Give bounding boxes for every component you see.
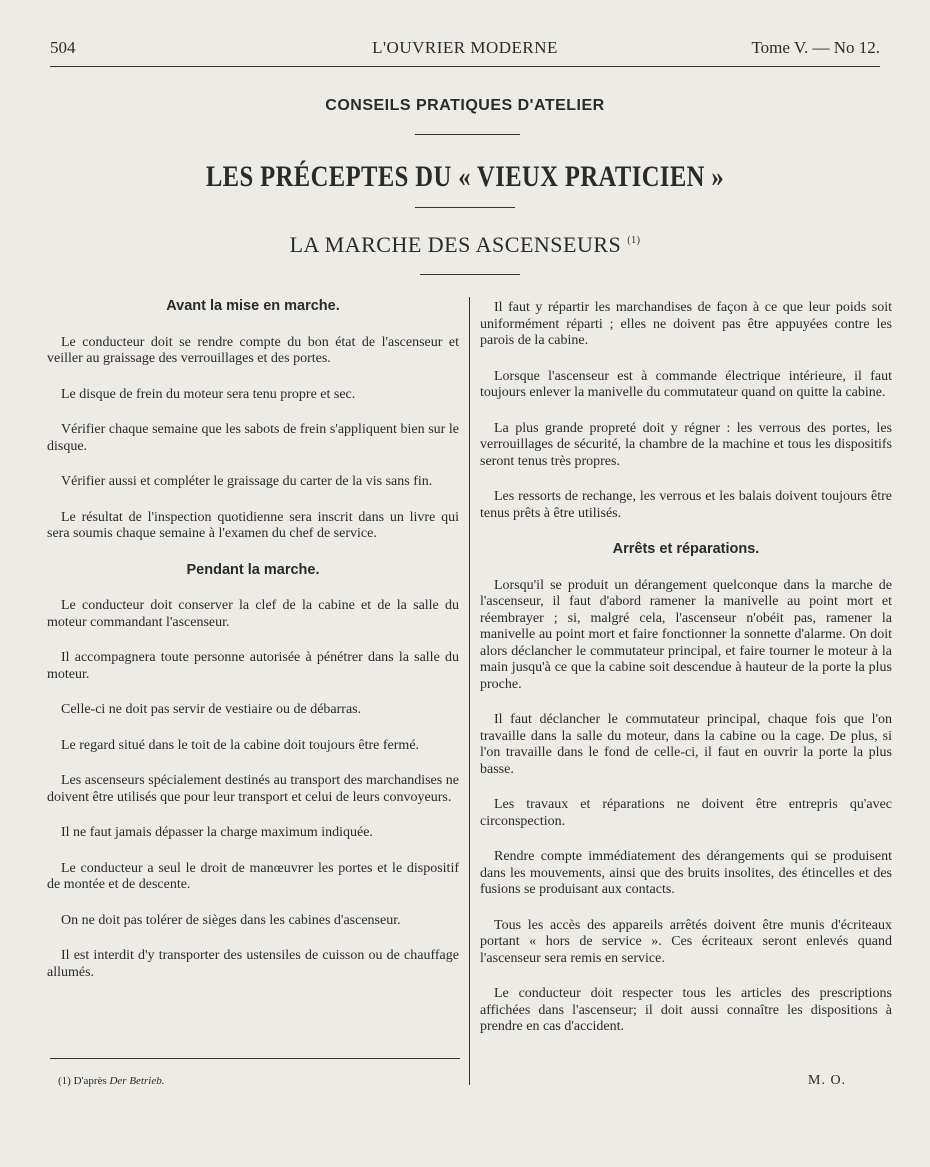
paragraph: Les ressorts de rechange, les verrous et les balais doivent toujours être tenus prêts à être utilisés. bbox=[480, 489, 892, 521]
subsection-heading: Avant la mise en marche. bbox=[166, 298, 340, 314]
paragraph: Le disque de frein du moteur sera tenu propre et sec. bbox=[61, 386, 356, 402]
header-rule bbox=[50, 66, 880, 67]
left-column bbox=[47, 298, 459, 1000]
footnote bbox=[58, 1075, 164, 1087]
divider-rule bbox=[415, 207, 515, 208]
paragraph: Lorsqu'il se produit un dérangement quelconque dans la marche de l'ascenseur, il faut d'abord ramener la manivelle au point mort et réembrayer ; si, malgré cela, l'ascenseur n'obéit pas, ramener la manivelle au point mort et faire fonctionner la sonnette d'alarme. On doit alors déclancher le commutateur principal, et faire tourner le moteur à la main jusqu'à ce que la cabine soit descendue à hauteur de la porte la plus proche. bbox=[480, 577, 892, 692]
footnote-rule bbox=[50, 1058, 460, 1059]
issue-info: Tome V. — No 12. bbox=[751, 38, 880, 57]
paragraph: Celle-ci ne doit pas servir de vestiaire ou de débarras. bbox=[61, 702, 362, 717]
paragraph: Rendre compte immédiatement des dérangements qui se produisent dans les mouvements, ainsi que des bruits insolites, des étincelles et des fusions se produisant aux contacts. bbox=[480, 849, 892, 897]
paragraph: Le conducteur a seul le droit de manœuvrer les portes et le dispositif de montée et de descente. bbox=[47, 860, 459, 892]
paragraph: Il ne faut jamais dépasser la charge maximum indiquée. bbox=[61, 825, 373, 840]
paragraph: Vérifier aussi et compléter le graissage du carter de la vis sans fin. bbox=[61, 474, 433, 489]
paragraph: On ne doit pas tolérer de sièges dans les cabines d'ascenseur. bbox=[61, 912, 401, 928]
paragraph: Le conducteur doit conserver la clef de la cabine et de la salle du moteur commandant l'ascenseur. bbox=[47, 598, 459, 630]
footnote-ref: (1) bbox=[627, 235, 641, 246]
paragraph: La plus grande propreté doit y régner : les verrous des portes, les verrouillages de sécurité, la chambre de la machine et tous les dispositifs seront tenus très propres. bbox=[480, 420, 892, 469]
subtitle-text: LA MARCHE DES ASCENSEURS bbox=[289, 232, 622, 257]
paragraph: Vérifier chaque semaine que les sabots de frein s'appliquent bien sur le disque. bbox=[47, 422, 459, 454]
paragraph: Il faut déclancher le commutateur principal, chaque fois que l'on travaille dans la salle du moteur, dans la cabine ou la cage. De plus, si l'on travaille dans le fond de celle-ci, il faut en ouvrir la porte la plus basse. bbox=[480, 712, 892, 777]
paragraph: Le conducteur doit respecter tous les articles des prescriptions affichées dans l'ascenseur; il doit aussi connaître les dispositions à prendre en cas d'accident. bbox=[480, 986, 892, 1034]
column-divider bbox=[469, 297, 470, 1085]
paragraph: Tous les accès des appareils arrêtés doivent être munis d'écriteaux portant « hors de service ». Ces écriteaux seront enlevés quand l'ascenseur sera remis en service. bbox=[480, 917, 892, 966]
paragraph: Lorsque l'ascenseur est à commande électrique intérieure, il faut toujours enlever la manivelle du commutateur quand on quitte la cabine. bbox=[480, 368, 892, 400]
paragraph: Le résultat de l'inspection quotidienne sera inscrit dans un livre qui sera soumis chaque semaine à l'examen du chef de service. bbox=[47, 509, 459, 541]
paragraph: Le regard situé dans le toit de la cabine doit toujours être fermé. bbox=[61, 737, 420, 753]
paragraph: Il accompagnera toute personne autorisée à pénétrer dans la salle du moteur. bbox=[47, 650, 459, 682]
author-signature: M. O. bbox=[808, 1073, 847, 1088]
subsection-heading: Arrêts et réparations. bbox=[612, 541, 760, 557]
divider-rule bbox=[420, 274, 520, 275]
article-title: LES PRÉCEPTES DU « VIEUX PRATICIEN » bbox=[205, 160, 725, 193]
right-column bbox=[480, 300, 892, 1055]
section-heading: CONSEILS PRATIQUES D'ATELIER bbox=[325, 97, 605, 114]
paragraph: Il est interdit d'y transporter des ustensiles de cuisson ou de chauffage allumés. bbox=[47, 948, 459, 980]
journal-title: L'OUVRIER MODERNE bbox=[372, 38, 558, 57]
paragraph: Les ascenseurs spécialement destinés au transport des marchandises ne doivent être utilisés que pour leur transport et celui de leurs convoyeurs. bbox=[47, 773, 459, 805]
paragraph: Il faut y répartir les marchandises de façon à ce que leur poids soit uniformément réparti ; elles ne doivent pas être appuyées contre les parois de la cabine. bbox=[480, 300, 892, 348]
paragraph: Le conducteur doit se rendre compte du bon état de l'ascenseur et veiller au graissage des verrouillages et des portes. bbox=[47, 334, 459, 366]
footnote-marker: (1) bbox=[58, 1075, 71, 1087]
subsection-heading: Pendant la marche. bbox=[186, 561, 320, 578]
article-subtitle bbox=[0, 232, 930, 258]
running-header bbox=[50, 38, 880, 62]
footnote-prefix: D'après bbox=[73, 1075, 107, 1087]
divider-rule bbox=[415, 134, 520, 135]
page-number: 504 bbox=[50, 38, 76, 57]
paragraph: Les travaux et réparations ne doivent être entrepris qu'avec circonspection. bbox=[480, 797, 892, 829]
footnote-source: Der Betrieb. bbox=[109, 1075, 165, 1087]
